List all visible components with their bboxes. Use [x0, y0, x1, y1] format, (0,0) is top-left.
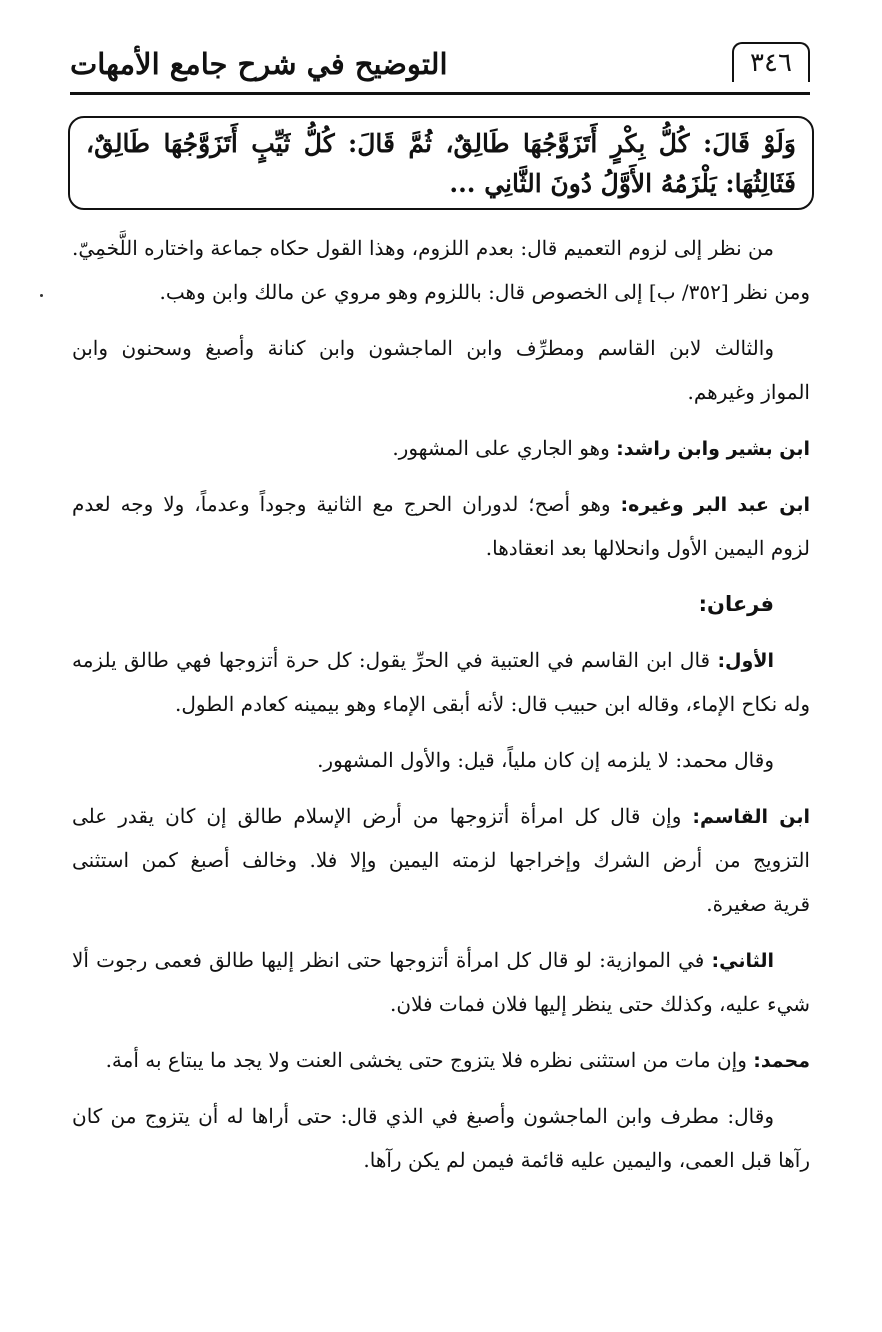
line-text: وإن قال كل امرأة أتزوجها من أرض الإسلام طالق إن كان يقدر على: [72, 804, 693, 828]
text-line: [72, 938, 810, 982]
speaker-name: ابن بشير وابن راشد:: [616, 438, 810, 460]
line-text: قال ابن القاسم في العتبية في الحرِّ يقول: كل حرة أتزوجها فهي طالق يلزمه: [72, 648, 718, 672]
speaker-name: ابن عبد البر وغيره:: [620, 494, 810, 516]
page-header: [70, 40, 810, 96]
commentary-text: [72, 226, 810, 1182]
text-line: [72, 426, 810, 470]
line-text: وإن مات من استثنى نظره فلا يتزوج حتى يخشى العنت ولا يجد ما يبتاع به أمة.: [105, 1048, 754, 1072]
text-line: [72, 1038, 810, 1082]
line-text: في الموازية: لو قال كل امرأة أتزوجها حتى انظر إليها طالق فعمى رجوت ألا: [72, 948, 712, 972]
section-heading: فرعان:: [698, 592, 774, 616]
line-text: وهو أصح؛ لدوران الحرج مع الثانية وجوداً وعدماً، ولا وجه لعدم: [72, 492, 621, 516]
text-line: لزوم اليمين الأول وانحلالها بعد انعقادها.: [485, 536, 810, 560]
text-line: شيء عليه، وكذلك حتى ينظر إليها فلان فمات فلان.: [390, 992, 810, 1016]
speaker-name: الثاني:: [711, 950, 774, 972]
running-title: التوضيح في شرح جامع الأمهات: [70, 47, 448, 81]
matn-line: فَثَالِثُهَا: يَلْزَمُهُ الأَوَّلُ دُونَ الثَّانِي ...: [449, 169, 796, 198]
text-line: ومن نظر [٣٥٢/ ب] إلى الخصوص قال: باللزوم وهو مروي عن مالك وابن وهب.: [159, 280, 810, 304]
text-line: قرية صغيرة.: [706, 892, 810, 916]
text-line: وقال: مطرف وابن الماجشون وأصبغ في الذي قال: حتى أراها له أن يتزوج من كان: [72, 1104, 774, 1128]
matn-line: وَلَوْ قَالَ: كُلُّ بِكْرٍ أَتَزَوَّجُهَا طَالِقٌ، ثُمَّ قَالَ: كُلُّ ثَيِّبٍ أَتَزَوَّجُهَا طَالِقٌ،: [86, 129, 796, 158]
text-line: والثالث لابن القاسم ومطرِّف وابن الماجشون وابن كنانة وأصبغ وسحنون وابن: [72, 336, 774, 360]
margin-mark: [40, 294, 43, 297]
text-line: [72, 794, 810, 838]
speaker-name: الأول:: [717, 650, 774, 672]
text-line: [72, 638, 810, 682]
text-line: من نظر إلى لزوم التعميم قال: بعدم اللزوم، وهذا القول حكاه جماعة واختاره اللَّخمِيّ.: [72, 236, 774, 260]
text-line: [72, 482, 810, 526]
text-line: وله نكاح الإماء، وقاله ابن حبيب قال: لأنه أبقى الإماء وهو بيمينه كعادم الطول.: [175, 692, 810, 716]
speaker-name: ابن القاسم:: [692, 806, 810, 828]
speaker-name: محمد:: [753, 1050, 810, 1072]
matn-box: [68, 116, 814, 210]
text-line: وقال محمد: لا يلزمه إن كان ملياً، قيل: والأول المشهور.: [317, 748, 774, 772]
text-line: رآها قبل العمى، واليمين عليه قائمة فيمن لم يكن رآها.: [363, 1148, 810, 1172]
header-rule: [70, 92, 810, 95]
text-line: المواز وغيرهم.: [687, 380, 810, 404]
line-text: وهو الجاري على المشهور.: [392, 436, 617, 460]
text-line: التزويج من أرض الشرك وإخراجها لزمته اليمين وإلا فلا. وخالف أصبغ كمن استثنى: [72, 848, 810, 872]
page-number: ٣٤٦: [732, 42, 810, 82]
